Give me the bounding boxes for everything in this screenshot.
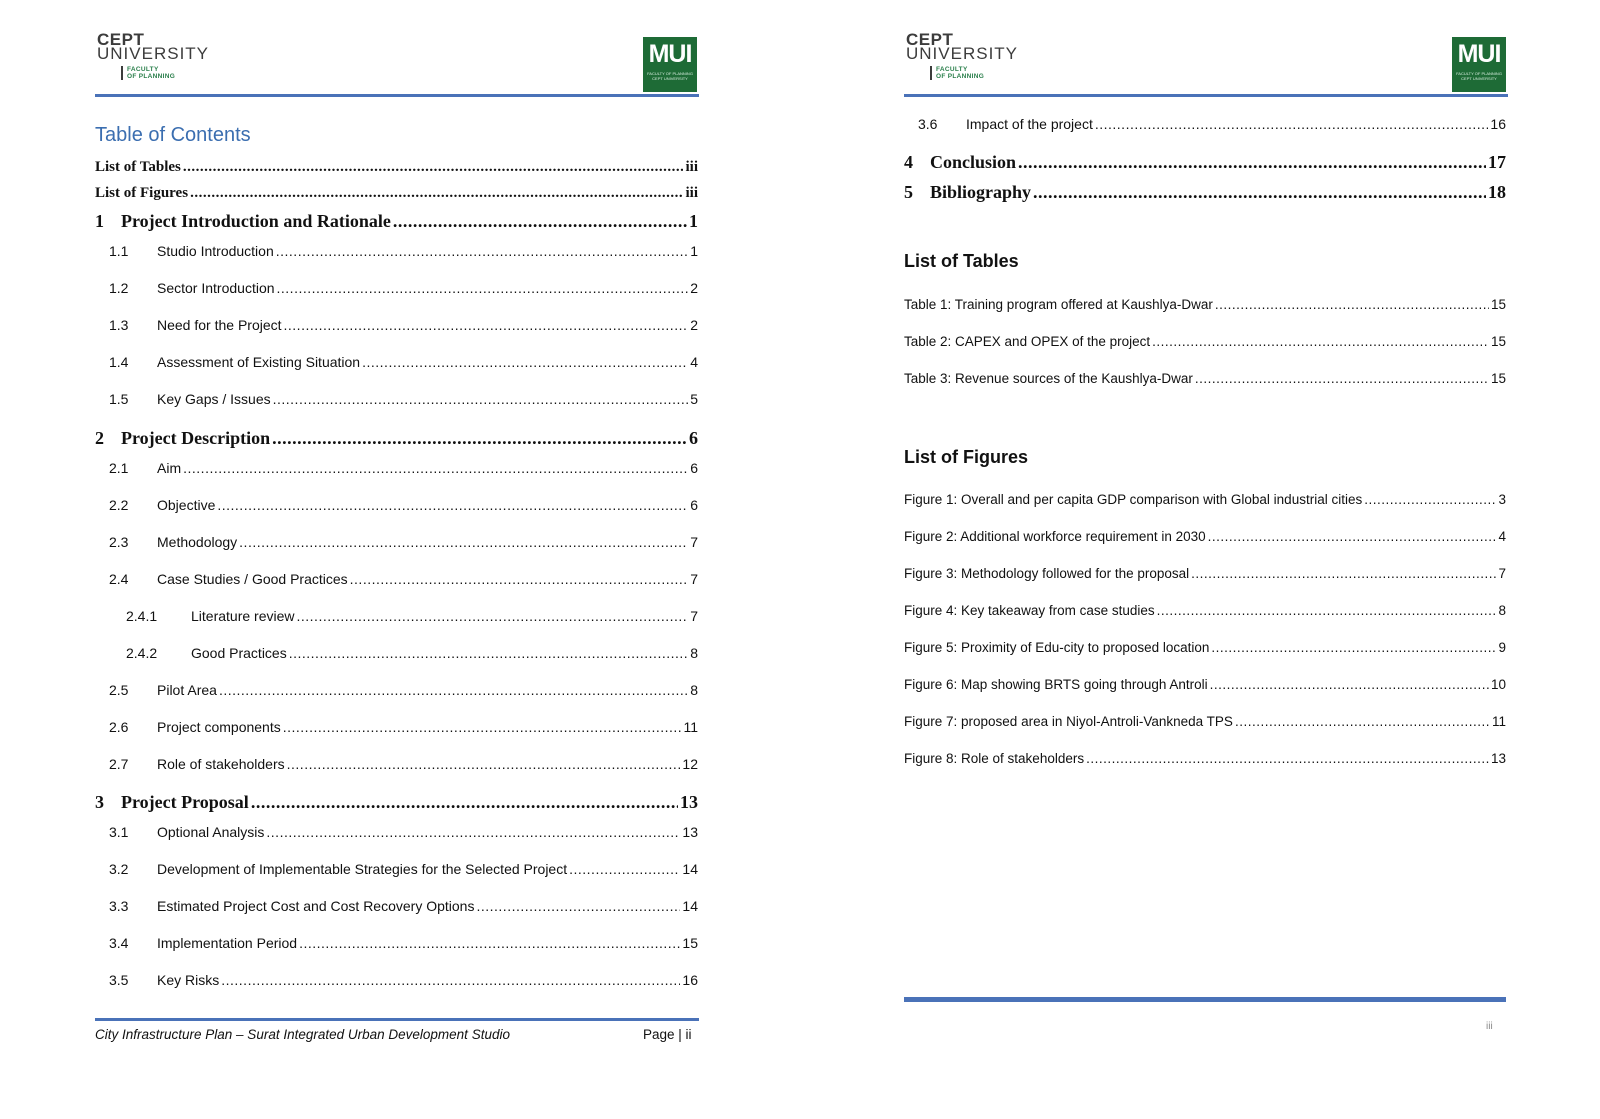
toc-entry[interactable]: 2.1 Aim ..... 6: [95, 460, 698, 476]
toc-entry[interactable]: 1.3 Need for the Project ..... 2: [95, 317, 698, 333]
table-entry[interactable]: Table 2: CAPEX and OPEX of the project ..... 15: [904, 334, 1506, 349]
figure-entry[interactable]: Figure 2: Additional workforce requirement in 2030 ..... 4: [904, 529, 1506, 544]
list-of-figures-heading: List of Figures: [904, 447, 1029, 467]
toc-entry[interactable]: 3.3 Estimated Project Cost and Cost Recovery Options ..... 14: [95, 898, 698, 914]
figure-entry[interactable]: Figure 8: Role of stakeholders ..... 13: [904, 751, 1506, 766]
toc-entry[interactable]: 1.4 Assessment of Existing Situation ..... 4: [95, 354, 698, 370]
toc-entry[interactable]: 2.2 Objective ..... 6: [95, 497, 698, 513]
toc-entry[interactable]: 1.2 Sector Introduction ..... 2: [95, 280, 698, 296]
toc-title: Table of Contents: [95, 124, 251, 146]
toc-entry[interactable]: 3.6 Impact of the project ..... 16: [904, 116, 1506, 132]
cept-university-logo: CEPT UNIVERSITY FACULTY OF PLANNING: [97, 30, 210, 80]
header-rule: [95, 94, 699, 97]
footer-rule: [95, 1018, 699, 1021]
toc-entry[interactable]: 3.1 Optional Analysis ..... 13: [95, 824, 698, 840]
figure-entry[interactable]: Figure 1: Overall and per capita GDP comparison with Global industrial cities ..... 3: [904, 492, 1506, 507]
cept-university-logo: CEPT UNIVERSITY FACULTY OF PLANNING: [906, 30, 1019, 80]
toc-entry[interactable]: 3.4 Implementation Period ..... 15: [95, 935, 698, 951]
toc-entry-heading[interactable]: 3 Project Proposal ..... 13: [95, 792, 698, 813]
footer-rule: [904, 997, 1506, 1002]
toc-entry[interactable]: 2.4.1 Literature review ..... 7: [95, 608, 698, 624]
toc-entry[interactable]: 3.5 Key Risks ..... 16: [95, 972, 698, 988]
toc-entry[interactable]: 2.5 Pilot Area ..... 8: [95, 682, 698, 698]
toc-entry[interactable]: 2.4 Case Studies / Good Practices ..... 7: [95, 571, 698, 587]
toc-entry[interactable]: 2.3 Methodology ..... 7: [95, 534, 698, 550]
page-number: iii: [1486, 1021, 1493, 1032]
toc-entry[interactable]: 2.7 Role of stakeholders ..... 12: [95, 756, 698, 772]
table-entry[interactable]: Table 3: Revenue sources of the Kaushlya-Dwar ..... 15: [904, 371, 1506, 386]
mui-logo: MUI FACULTY OF PLANNING CEPT UNIVERSITY: [1452, 37, 1506, 92]
page-number: Page | ii: [643, 1027, 692, 1042]
toc-entry[interactable]: 3.2 Development of Implementable Strategies for the Selected Project ..... 14: [95, 861, 698, 877]
table-entry[interactable]: Table 1: Training program offered at Kaushlya-Dwar ..... 15: [904, 297, 1506, 312]
toc-entry[interactable]: List of Tables ..... iii: [95, 159, 698, 176]
toc-entry[interactable]: 1.5 Key Gaps / Issues ..... 5: [95, 391, 698, 407]
toc-entry-heading[interactable]: 1 Project Introduction and Rationale ..... 1: [95, 211, 698, 232]
header-rule: [904, 94, 1508, 97]
toc-entry[interactable]: 1.1 Studio Introduction ..... 1: [95, 243, 698, 259]
toc-entry[interactable]: 2.4.2 Good Practices ..... 8: [95, 645, 698, 661]
toc-entry[interactable]: 2.6 Project components ..... 11: [95, 719, 698, 735]
toc-entry[interactable]: List of Figures ..... iii: [95, 185, 698, 202]
figure-entry[interactable]: Figure 4: Key takeaway from case studies ..... 8: [904, 603, 1506, 618]
footer-title: City Infrastructure Plan – Surat Integrated Urban Development Studio: [95, 1027, 510, 1042]
right-page: [800, 0, 1600, 1119]
toc-entry-heading[interactable]: 4 Conclusion ..... 17: [904, 152, 1506, 173]
figure-entry[interactable]: Figure 5: Proximity of Edu-city to proposed location ..... 9: [904, 640, 1506, 655]
mui-logo: MUI FACULTY OF PLANNING CEPT UNIVERSITY: [643, 37, 697, 92]
figure-entry[interactable]: Figure 7: proposed area in Niyol-Antroli-Vankneda TPS ..... 11: [904, 714, 1506, 729]
figure-entry[interactable]: Figure 3: Methodology followed for the proposal ..... 7: [904, 566, 1506, 581]
toc-entry-heading[interactable]: 2 Project Description ..... 6: [95, 428, 698, 449]
list-of-tables-heading: List of Tables: [904, 251, 1019, 271]
figure-entry[interactable]: Figure 6: Map showing BRTS going through Antroli ..... 10: [904, 677, 1506, 692]
toc-entry-heading[interactable]: 5 Bibliography ..... 18: [904, 182, 1506, 203]
